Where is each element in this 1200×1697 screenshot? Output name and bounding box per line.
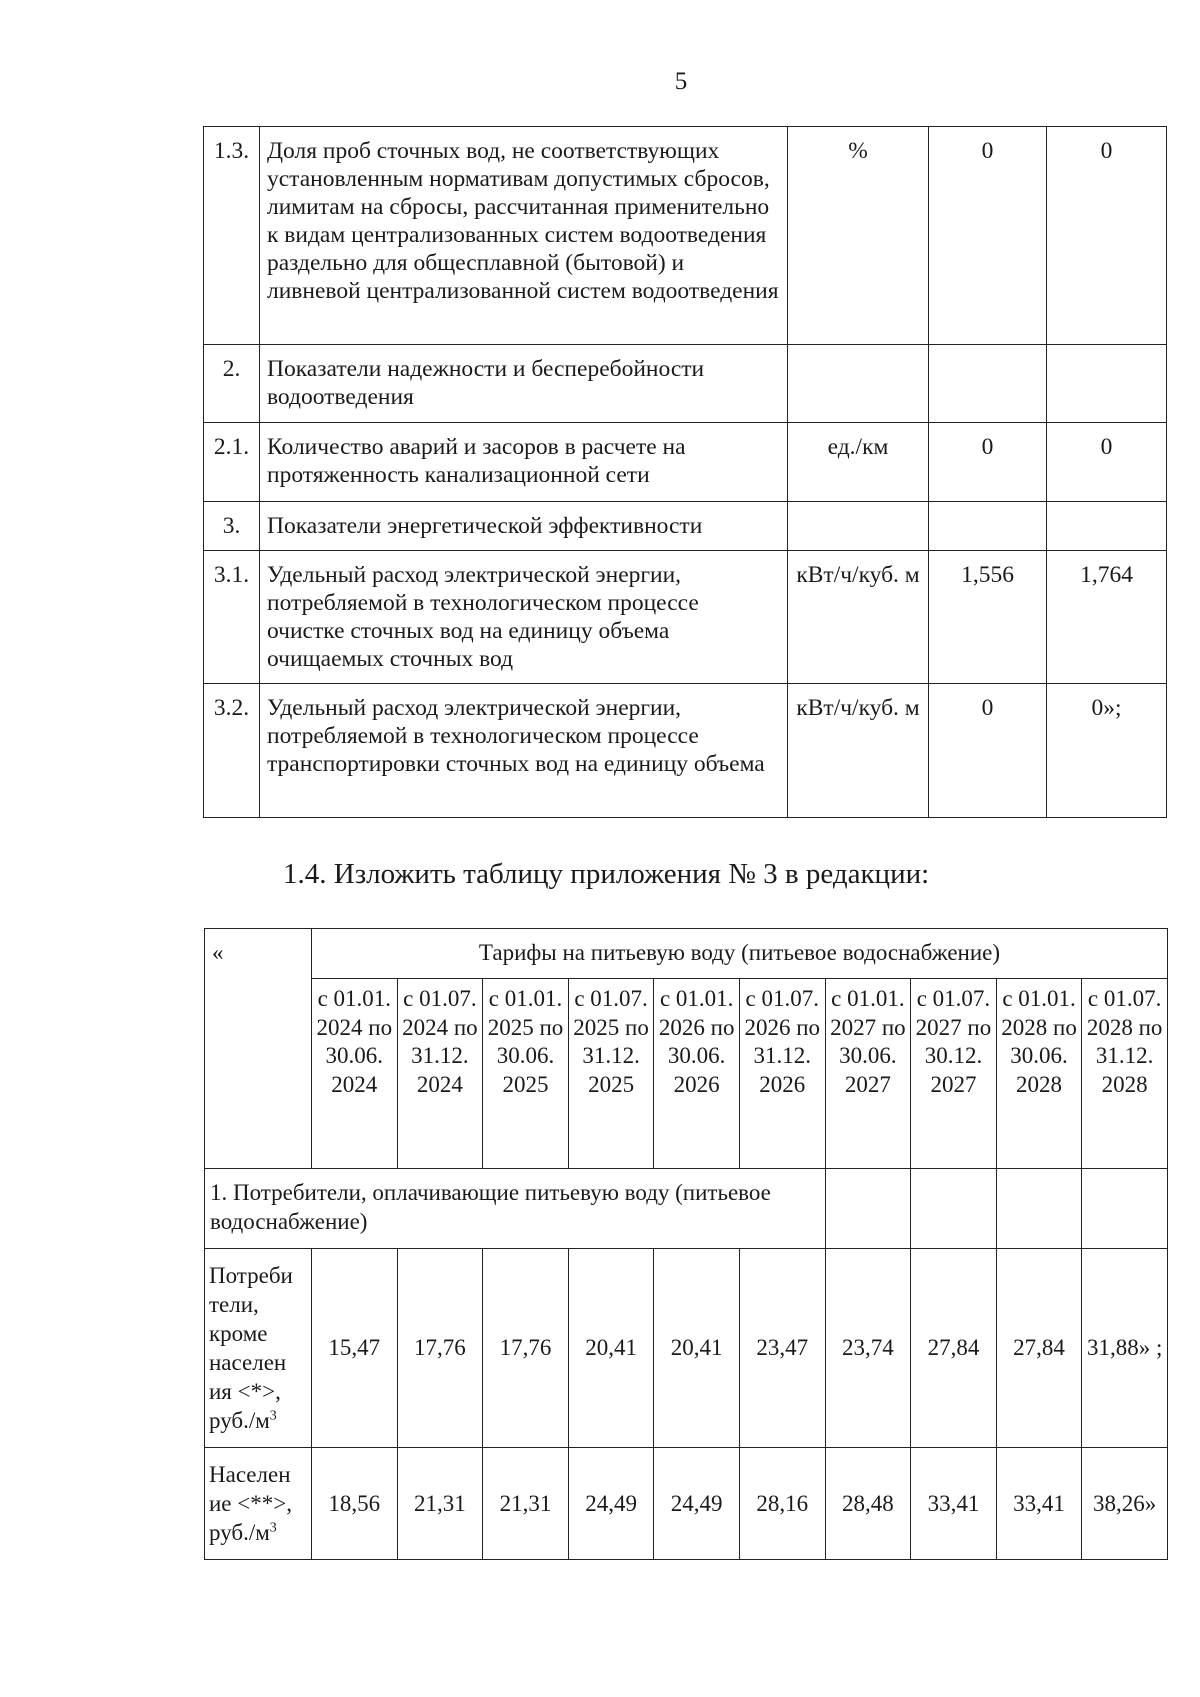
tariff-value: 24,49 [568, 1448, 654, 1560]
consumer-label-text: Населен ие <**>, руб./м [209, 1462, 292, 1545]
period-header: с 01.01. 2028 по 30.06. 2028 [996, 979, 1082, 1169]
value-1: 0 [929, 423, 1047, 502]
row-number: 2. [204, 345, 260, 423]
value-2: 0 [1047, 127, 1167, 345]
period-header: с 01.01. 2024 по 30.06. 2024 [312, 979, 398, 1169]
tariff-value: 38,26» [1082, 1448, 1168, 1560]
value-2 [1047, 502, 1167, 551]
tariff-value: 21,31 [397, 1448, 483, 1560]
value-2: 0 [1047, 423, 1167, 502]
value-2 [1047, 345, 1167, 423]
unit-of-measure [788, 502, 929, 551]
indicators-table [203, 126, 1167, 818]
row-number: 3. [204, 502, 260, 551]
section-row [205, 1169, 1168, 1249]
consumer-label-text: Потреби тели, кроме населен ия <*>, руб./м [209, 1263, 293, 1433]
indicator-name: Удельный расход электрической энергии, потребляемой в технологическом процессе транспортировки сточных вод на единицу объема [260, 684, 788, 818]
tariff-value: 20,41 [568, 1249, 654, 1448]
tariff-header-row [205, 929, 1168, 979]
row-number: 2.1. [204, 423, 260, 502]
unit-superscript: 3 [269, 1408, 277, 1424]
indicator-name: Удельный расход электрической энергии, потребляемой в технологическом процессе очистке сточных вод на единицу объема очищаемых сточных вод [260, 551, 788, 684]
tariff-row-population [205, 1448, 1168, 1560]
tariff-value: 23,47 [739, 1249, 825, 1448]
unit-of-measure [788, 345, 929, 423]
tariffs-table [204, 928, 1168, 1560]
period-header: с 01.07. 2025 по 31.12. 2025 [568, 979, 654, 1169]
indicator-name: Доля проб сточных вод, не соответствующих установленным нормативам допустимых сбросов, лимитам на сбросы, рассчитанная применительно к видам централизованных систем водоотведения раздельно для общесплавной (бытовой) и ливневой централизованной систем водоотведения [260, 127, 788, 345]
tariff-value: 20,41 [654, 1249, 740, 1448]
tariff-group-header: Тарифы на питьевую воду (питьевое водоснабжение) [312, 929, 1168, 979]
tariff-value: 28,48 [825, 1448, 911, 1560]
tariff-value: 18,56 [312, 1448, 398, 1560]
empty-cell [911, 1169, 997, 1249]
indicator-name: Показатели энергетической эффективности [260, 502, 788, 551]
page-number: 5 [674, 68, 688, 95]
indicator-name: Показатели надежности и бесперебойности водоотведения [260, 345, 788, 423]
consumer-section-title: 1. Потребители, оплачивающие питьевую воду (питьевое водоснабжение) [205, 1169, 826, 1249]
period-header: с 01.07. 2026 по 31.12. 2026 [739, 979, 825, 1169]
tariff-value: 17,76 [397, 1249, 483, 1448]
table-row [204, 551, 1167, 684]
tariff-row-non-residential [205, 1249, 1168, 1448]
period-header: с 01.01. 2026 по 30.06. 2026 [654, 979, 740, 1169]
table-row [204, 684, 1167, 818]
unit-superscript: 3 [269, 1520, 277, 1536]
tariff-value: 31,88» ; [1082, 1249, 1168, 1448]
row-number: 3.2. [204, 684, 260, 818]
tariff-value: 28,16 [739, 1448, 825, 1560]
table-row [204, 345, 1167, 423]
period-header: с 01.01. 2025 по 30.06. 2025 [483, 979, 569, 1169]
value-2: 0»; [1047, 684, 1167, 818]
empty-cell [825, 1169, 911, 1249]
period-header: с 01.07. 2024 по 31.12. 2024 [397, 979, 483, 1169]
value-2: 1,764 [1047, 551, 1167, 684]
tariff-value: 27,84 [911, 1249, 997, 1448]
unit-of-measure: кВт/ч/куб. м [788, 551, 929, 684]
tariff-value: 15,47 [312, 1249, 398, 1448]
opening-quote: « [205, 929, 312, 1169]
tariff-value: 23,74 [825, 1249, 911, 1448]
tariff-value: 33,41 [996, 1448, 1082, 1560]
tariff-value: 24,49 [654, 1448, 740, 1560]
row-number: 3.1. [204, 551, 260, 684]
unit-of-measure: ед./км [788, 423, 929, 502]
tariff-value: 27,84 [996, 1249, 1082, 1448]
tariff-value: 21,31 [483, 1448, 569, 1560]
value-1: 0 [929, 127, 1047, 345]
consumer-label [205, 1249, 312, 1448]
period-header: с 01.07. 2028 по 31.12. 2028 [1082, 979, 1168, 1169]
table-row [204, 423, 1167, 502]
unit-of-measure: % [788, 127, 929, 345]
empty-cell [1082, 1169, 1168, 1249]
period-header-row [205, 979, 1168, 1169]
row-number: 1.3. [204, 127, 260, 345]
value-1 [929, 502, 1047, 551]
table-row [204, 127, 1167, 345]
consumer-label [205, 1448, 312, 1560]
tariff-value: 33,41 [911, 1448, 997, 1560]
section-heading: 1.4. Изложить таблицу приложения № 3 в редакции: [283, 858, 930, 890]
empty-cell [996, 1169, 1082, 1249]
unit-of-measure: кВт/ч/куб. м [788, 684, 929, 818]
period-header: с 01.01. 2027 по 30.06. 2027 [825, 979, 911, 1169]
tariff-value: 17,76 [483, 1249, 569, 1448]
indicator-name: Количество аварий и засоров в расчете на протяженность канализационной сети [260, 423, 788, 502]
period-header: с 01.07. 2027 по 30.12. 2027 [911, 979, 997, 1169]
value-1 [929, 345, 1047, 423]
table-row [204, 502, 1167, 551]
value-1: 1,556 [929, 551, 1047, 684]
value-1: 0 [929, 684, 1047, 818]
